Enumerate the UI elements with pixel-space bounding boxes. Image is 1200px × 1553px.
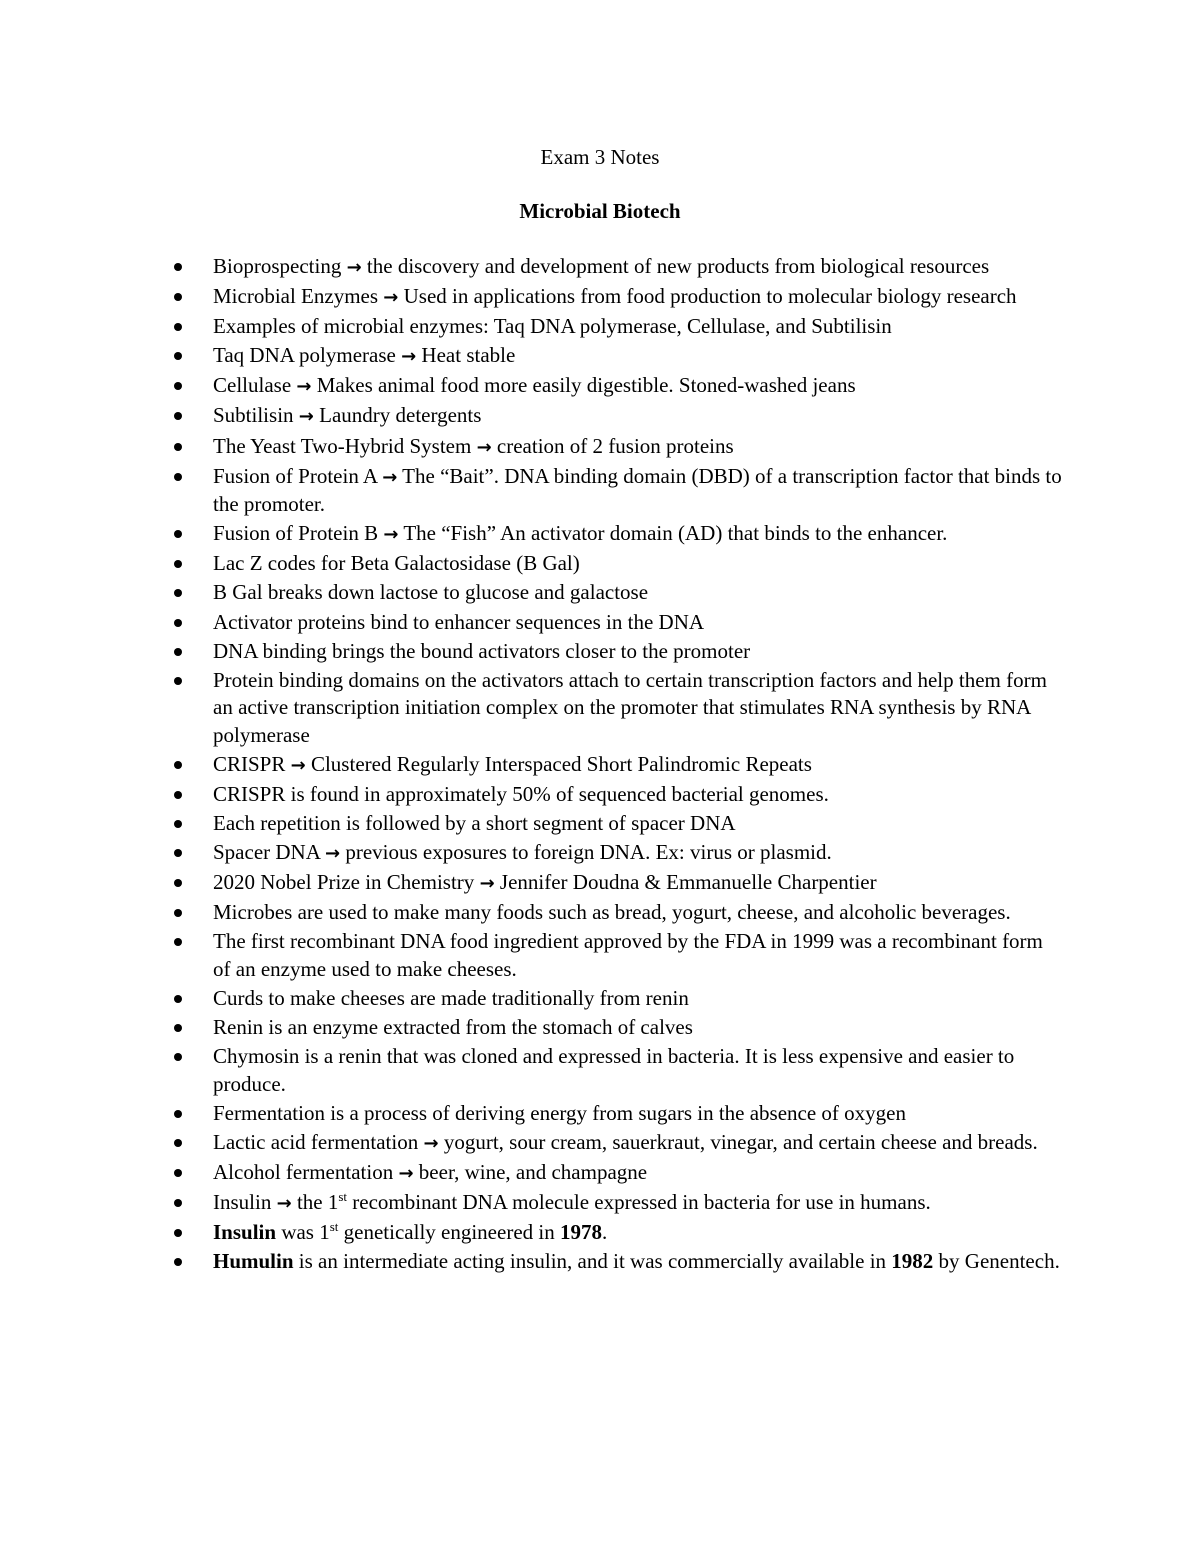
note-list-item: [0, 985, 1200, 1013]
note-list-item: [0, 810, 1200, 838]
note-text: Lac Z codes for Beta Galactosidase (B Gal): [213, 551, 580, 576]
note-text: Taq DNA polymerase → Heat stable: [213, 343, 516, 368]
bold-term: Insulin: [213, 1220, 277, 1245]
note-text: CRISPR is found in approximately 50% of sequenced bacterial genomes.: [213, 781, 829, 806]
bullet-icon: [174, 791, 182, 799]
note-text: Spacer DNA → previous exposures to foreign DNA. Ex: virus or plasmid.: [213, 840, 832, 865]
note-text: Alcohol fermentation → beer, wine, and champagne: [213, 1159, 648, 1184]
note-list-item: [0, 1219, 1200, 1247]
arrow-right-icon: →: [298, 406, 314, 428]
note-list-item: [0, 609, 1200, 637]
note-text: Each repetition is followed by a short segment of spacer DNA: [213, 811, 736, 835]
arrow-right-icon: →: [346, 257, 362, 278]
ordinal-superscript: st: [338, 1189, 348, 1205]
note-text: Examples of microbial enzymes: Taq DNA polymerase, Cellulase, and Subtilisin: [213, 314, 892, 339]
bullet-icon: [174, 473, 182, 481]
note-text: The first recombinant DNA food ingredient approved by the FDA in 1999 was a recombinant form of an enzyme used to make cheeses.: [213, 929, 1043, 981]
note-text: B Gal breaks down lactose to glucose and galactose: [213, 580, 649, 605]
bullet-icon: [174, 619, 182, 627]
ordinal-superscript: st: [329, 1219, 339, 1235]
note-text: Activator proteins bind to enhancer sequences in the DNA: [213, 609, 705, 634]
bullet-icon: [174, 560, 182, 568]
arrow-right-icon: →: [296, 376, 312, 398]
note-text: Chymosin is a renin that was cloned and expressed in bacteria. It is less expensive and easier to produce.: [213, 1044, 1015, 1096]
note-list-item: [0, 463, 1200, 519]
note-list-item: [0, 781, 1200, 809]
bullet-icon: [174, 1110, 182, 1118]
note-text: 2020 Nobel Prize in Chemistry → Jennifer Doudna & Emmanuelle Charpentier: [213, 870, 877, 895]
bullet-icon: [174, 677, 182, 685]
note-text: Fusion of Protein B → The “Fish” An activator domain (AD) that binds to the enhancer.: [213, 521, 948, 546]
text-run: by Genentech.: [933, 1249, 1060, 1274]
bullet-icon: [174, 352, 182, 360]
note-list-item: [0, 283, 1200, 312]
bullet-icon: [174, 1139, 182, 1147]
text-run: was 1: [276, 1220, 330, 1245]
bullet-icon: [174, 1024, 182, 1032]
note-list-item: [0, 928, 1200, 983]
note-list-item: [0, 1014, 1200, 1042]
bullet-icon: [174, 412, 182, 420]
note-list-item: [0, 1248, 1200, 1276]
note-text: [213, 1220, 607, 1244]
note-list-item: [0, 1189, 1200, 1218]
note-text: The Yeast Two-Hybrid System → creation of 2 fusion proteins: [213, 433, 734, 458]
bullet-icon: [174, 589, 182, 597]
arrow-right-icon: →: [382, 466, 398, 488]
note-list-item: [0, 520, 1200, 549]
arrow-right-icon: →: [479, 873, 495, 895]
note-list-item: [0, 638, 1200, 666]
arrow-right-icon: →: [383, 524, 399, 546]
bullet-icon: [174, 1229, 182, 1237]
note-list-item: [0, 869, 1200, 898]
note-list-item: [0, 313, 1200, 341]
note-text: Microbial Enzymes → Used in applications from food production to molecular biology research: [213, 284, 1017, 309]
bullet-icon: [174, 938, 182, 946]
note-list-item: [0, 372, 1200, 401]
bullet-icon: [174, 443, 182, 451]
note-text: CRISPR → Clustered Regularly Interspaced Short Palindromic Repeats: [213, 751, 812, 776]
note-list-item: [0, 1159, 1200, 1188]
bullet-icon: [174, 323, 182, 331]
bullet-icon: [174, 530, 182, 538]
arrow-right-icon: →: [401, 346, 417, 368]
notes-bullet-list: [0, 253, 1200, 1277]
note-text: Bioprospecting → the discovery and development of new products from biological resources: [213, 254, 990, 278]
bullet-icon: [174, 293, 182, 301]
arrow-right-icon: →: [290, 754, 306, 776]
bullet-icon: [174, 263, 182, 271]
note-text: Fermentation is a process of deriving energy from sugars in the absence of oxygen: [213, 1100, 906, 1125]
note-text: Curds to make cheeses are made traditionally from renin: [213, 985, 689, 1010]
note-text: Microbes are used to make many foods such as bread, yogurt, cheese, and alcoholic beverages.: [213, 900, 1011, 925]
note-text: [213, 1190, 931, 1214]
bullet-icon: [174, 879, 182, 887]
note-list-item: [0, 433, 1200, 462]
note-list-item: [0, 751, 1200, 780]
arrow-right-icon: →: [476, 436, 492, 458]
note-list-item: [0, 342, 1200, 371]
arrow-right-icon: →: [423, 1132, 439, 1154]
bullet-icon: [174, 761, 182, 769]
bold-term: 1978: [559, 1220, 602, 1245]
bullet-icon: [174, 648, 182, 656]
document-title: Exam 3 Notes: [540, 145, 660, 169]
text-run: the 1: [291, 1190, 339, 1215]
note-text: Protein binding domains on the activators attach to certain transcription factors and help them form an active transcription initiation complex on the promoter that stimulates RNA synthesis by RNA polymerase: [213, 667, 1047, 747]
note-list-item: [0, 1100, 1200, 1128]
bullet-icon: [174, 1199, 182, 1207]
note-text: [213, 1249, 1060, 1273]
bullet-icon: [174, 820, 182, 828]
note-text: Subtilisin → Laundry detergents: [213, 403, 482, 428]
bullet-icon: [174, 382, 182, 390]
note-list-item: [0, 839, 1200, 868]
text-run: genetically engineered in: [338, 1220, 560, 1245]
text-run: .: [601, 1220, 608, 1245]
arrow-right-icon: →: [383, 287, 399, 309]
note-list-item: [0, 1129, 1200, 1158]
note-list-item: [0, 550, 1200, 578]
section-heading: Microbial Biotech: [519, 199, 681, 223]
bullet-icon: [174, 849, 182, 857]
bold-term: 1982: [891, 1249, 934, 1274]
note-text: Cellulase → Makes animal food more easily digestible. Stoned-washed jeans: [213, 373, 856, 398]
bullet-icon: [174, 995, 182, 1003]
text-run: recombinant DNA molecule expressed in bacteria for use in humans.: [347, 1190, 931, 1215]
arrow-right-icon: →: [324, 843, 341, 865]
note-text: Fusion of Protein A → The “Bait”. DNA binding domain (DBD) of a transcription factor that binds to the promoter.: [213, 463, 1062, 517]
note-list-item: [0, 667, 1200, 750]
bullet-icon: [174, 1258, 182, 1266]
note-list-item: [0, 579, 1200, 607]
text-run: is an intermediate acting insulin, and it was commercially available in: [293, 1249, 892, 1274]
bullet-icon: [174, 1169, 182, 1177]
note-text: DNA binding brings the bound activators closer to the promoter: [213, 638, 751, 663]
text-run: Insulin: [213, 1190, 277, 1215]
bullet-icon: [174, 1053, 182, 1061]
arrow-right-icon: →: [276, 1193, 292, 1215]
note-list-item: [0, 253, 1200, 282]
note-list-item: [0, 899, 1200, 927]
bullet-icon: [174, 909, 182, 917]
arrow-right-icon: →: [398, 1162, 414, 1184]
note-text: Lactic acid fermentation → yogurt, sour cream, sauerkraut, vinegar, and certain cheese and breads.: [213, 1129, 1038, 1154]
bold-term: Humulin: [213, 1249, 294, 1274]
note-list-item: [0, 402, 1200, 431]
note-text: Renin is an enzyme extracted from the stomach of calves: [213, 1015, 693, 1040]
note-list-item: [0, 1043, 1200, 1098]
